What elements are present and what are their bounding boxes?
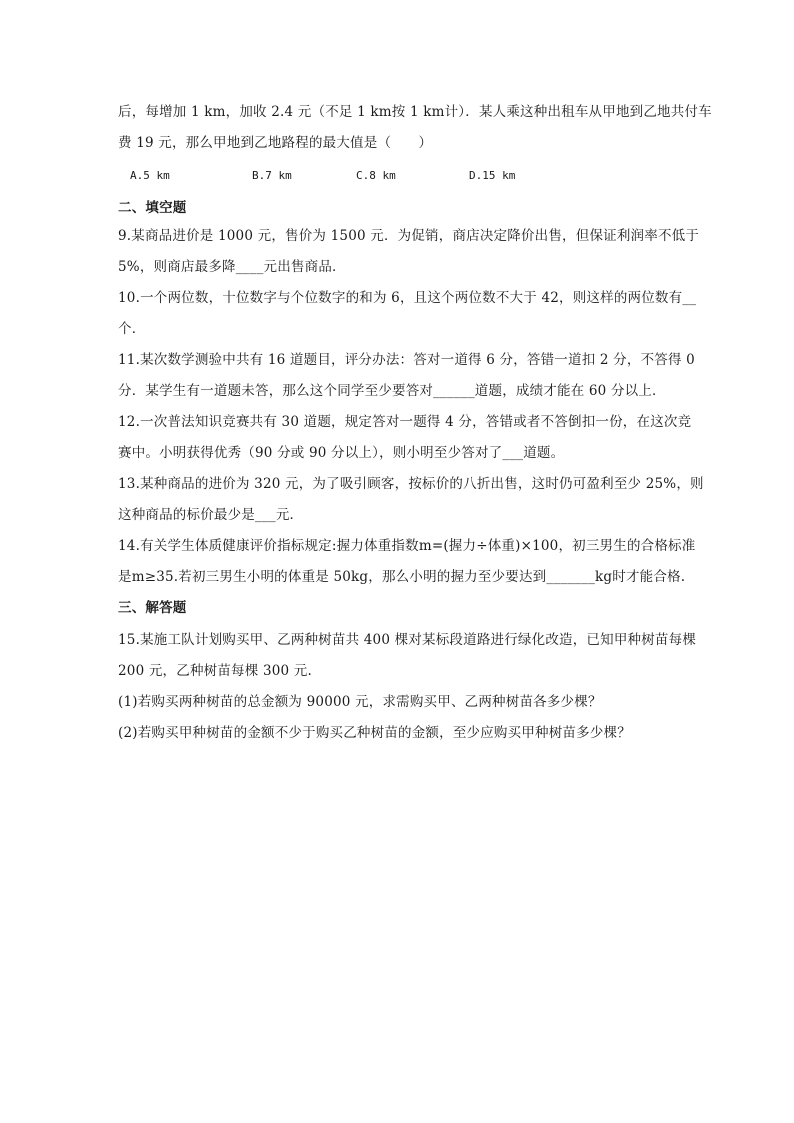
q13-text-line-2: 这种商品的标价最少是___元． [118, 507, 304, 523]
choice-d: D.15 km [469, 169, 516, 182]
q9-text-line-1: 9.某商品进价是 1000 元，售价为 1500 元．为促销，商店决定降价出售，但保证利润率不低于 [118, 228, 700, 244]
q12-text-line-1: 12.一次普法知识竞赛共有 30 道题，规定答对一题得 4 分，答错或者不答倒扣一份，在这次竞 [118, 414, 692, 430]
q13-text-line-1: 13.某种商品的进价为 320 元，为了吸引顾客，按标价的八折出售，这时仍可盈利至少 25%，则 [118, 476, 704, 492]
q11-text-line-2: 分．某学生有一道题未答，那么这个同学至少要答对______道题，成绩才能在 60 分以上． [118, 383, 666, 399]
q15-part-2: (2)若购买甲种树苗的金额不少于购买乙种树苗的金额，至少应购买甲种树苗多少棵？ [118, 725, 631, 741]
choice-b: B.7 km [252, 169, 292, 182]
q12-text-line-2: 赛中。小明获得优秀（90 分或 90 分以上），则小明至少答对了___道题。 [118, 445, 565, 461]
choice-a: A.5 km [130, 169, 170, 182]
q11-text-line-1: 11.某次数学测验中共有 16 道题目，评分办法：答对一道得 6 分，答错一道扣 2 分，不答得 0 [118, 352, 695, 368]
q14-text-line-2: 是m≥35.若初三男生小明的体重是 50kg，那么小明的握力至少要达到_______kg时才能合格. [118, 569, 686, 585]
q8-text-line-2: 费 19 元，那么甲地到乙地路程的最大值是（ ） [118, 135, 433, 151]
section-2-heading: 二、填空题 [118, 200, 187, 216]
q14-text-line-1: 14.有关学生体质健康评价指标规定:握力体重指数m=(握力÷体重)×100，初三男生的合格标准 [118, 538, 696, 554]
choice-c: C.8 km [356, 169, 396, 182]
q10-text-line-1: 10.一个两位数，十位数字与个位数字的和为 6，且这个两位数不大于 42，则这样的两位数有__ [118, 290, 697, 306]
q15-part-1: (1)若购买两种树苗的总金额为 90000 元，求需购买甲、乙两种树苗各多少棵？ [118, 694, 602, 710]
q15-text-line-1: 15.某施工队计划购买甲、乙两种树苗共 400 棵对某标段道路进行绿化改造，已知甲种树苗每棵 [118, 632, 697, 648]
q8-text-line-1: 后，每增加 1 km，加收 2.4 元（不足 1 km按 1 km计）．某人乘这种出租车从甲地到乙地共付车 [118, 104, 712, 120]
section-3-heading: 三、解答题 [118, 600, 187, 616]
q10-text-line-2: 个． [118, 321, 146, 337]
q15-text-line-2: 200 元，乙种树苗每棵 300 元. [118, 663, 312, 679]
q9-text-line-2: 5%，则商店最多降____元出售商品． [118, 259, 346, 275]
